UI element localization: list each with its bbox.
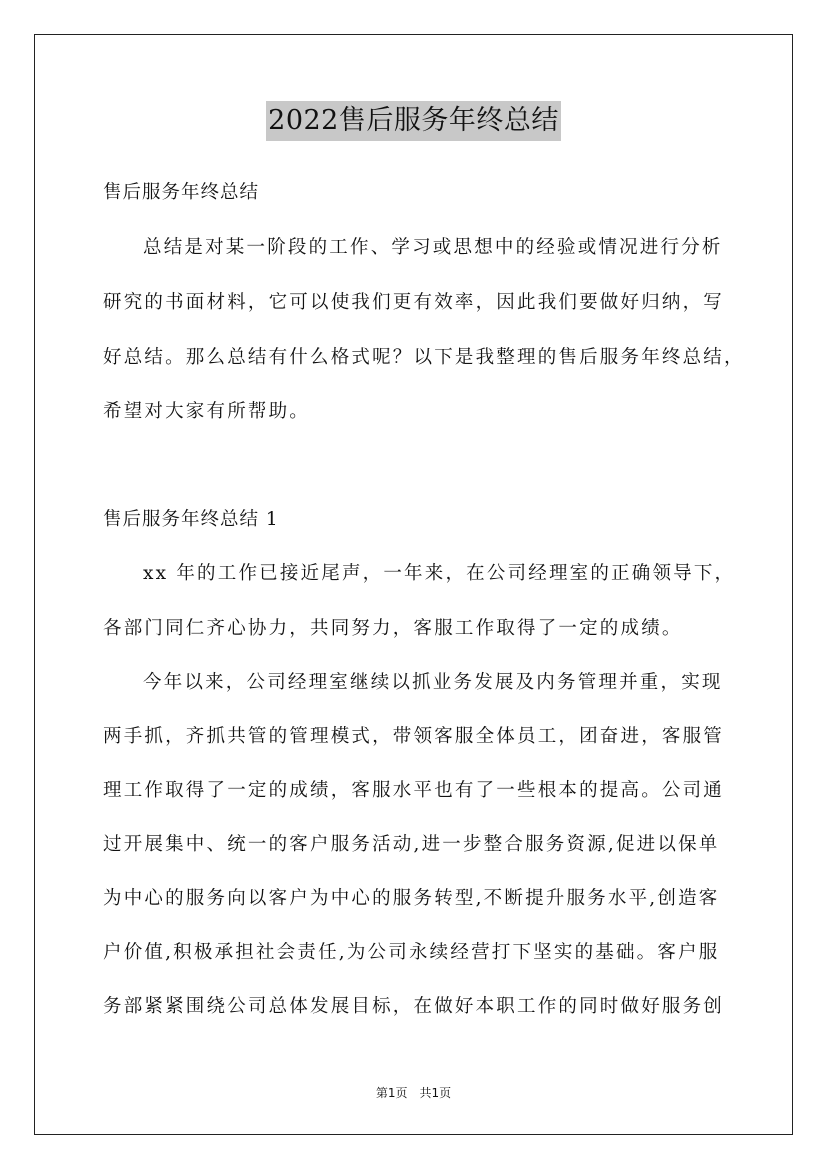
page-total: 共1页 [419,1086,452,1100]
document-subtitle: 售后服务年终总结 [103,182,260,203]
title-container [0,101,827,141]
para2-line-7: 务部紧紧围绕公司总体发展目标，在做好本职工作的同时做好服务创 [103,996,725,1017]
para2-line-1: 今年以来，公司经理室继续以抓业务发展及内务管理并重，实现 [143,672,723,693]
para1-line-1: xx 年的工作已接近尾声，一年来，在公司经理室的正确领导下， [143,563,736,584]
intro-line-4: 希望对大家有所帮助。 [103,401,311,422]
para1-line-2: 各部门同仁齐心协力，共同努力，客服工作取得了一定的成绩。 [103,618,683,639]
para2-line-4: 过开展集中、统一的客户服务活动,进一步整合服务资源,促进以保单 [103,834,720,855]
document-title: 2022售后服务年终总结 [266,101,561,141]
intro-line-2: 研究的书面材料，它可以使我们更有效率，因此我们要做好归纳，写 [103,292,725,313]
page-footer [0,1085,827,1101]
para2-line-2: 两手抓，齐抓共管的管理模式，带领客服全体员工，团奋进，客服管 [103,726,725,747]
intro-line-3: 好总结。那么总结有什么格式呢？以下是我整理的售后服务年终总结， [103,347,745,368]
page-number: 第1页 [375,1086,408,1100]
para2-line-5: 为中心的服务向以客户为中心的服务转型,不断提升服务水平,创造客 [103,888,720,909]
para2-line-6: 户价值,积极承担社会责任,为公司永续经营打下坚实的基础。客户服 [103,942,720,963]
section-heading: 售后服务年终总结 1 [103,509,279,530]
para2-line-3: 理工作取得了一定的成绩，客服水平也有了一些根本的提高。公司通 [103,780,725,801]
intro-line-1: 总结是对某一阶段的工作、学习或思想中的经验或情况进行分析 [143,237,723,258]
